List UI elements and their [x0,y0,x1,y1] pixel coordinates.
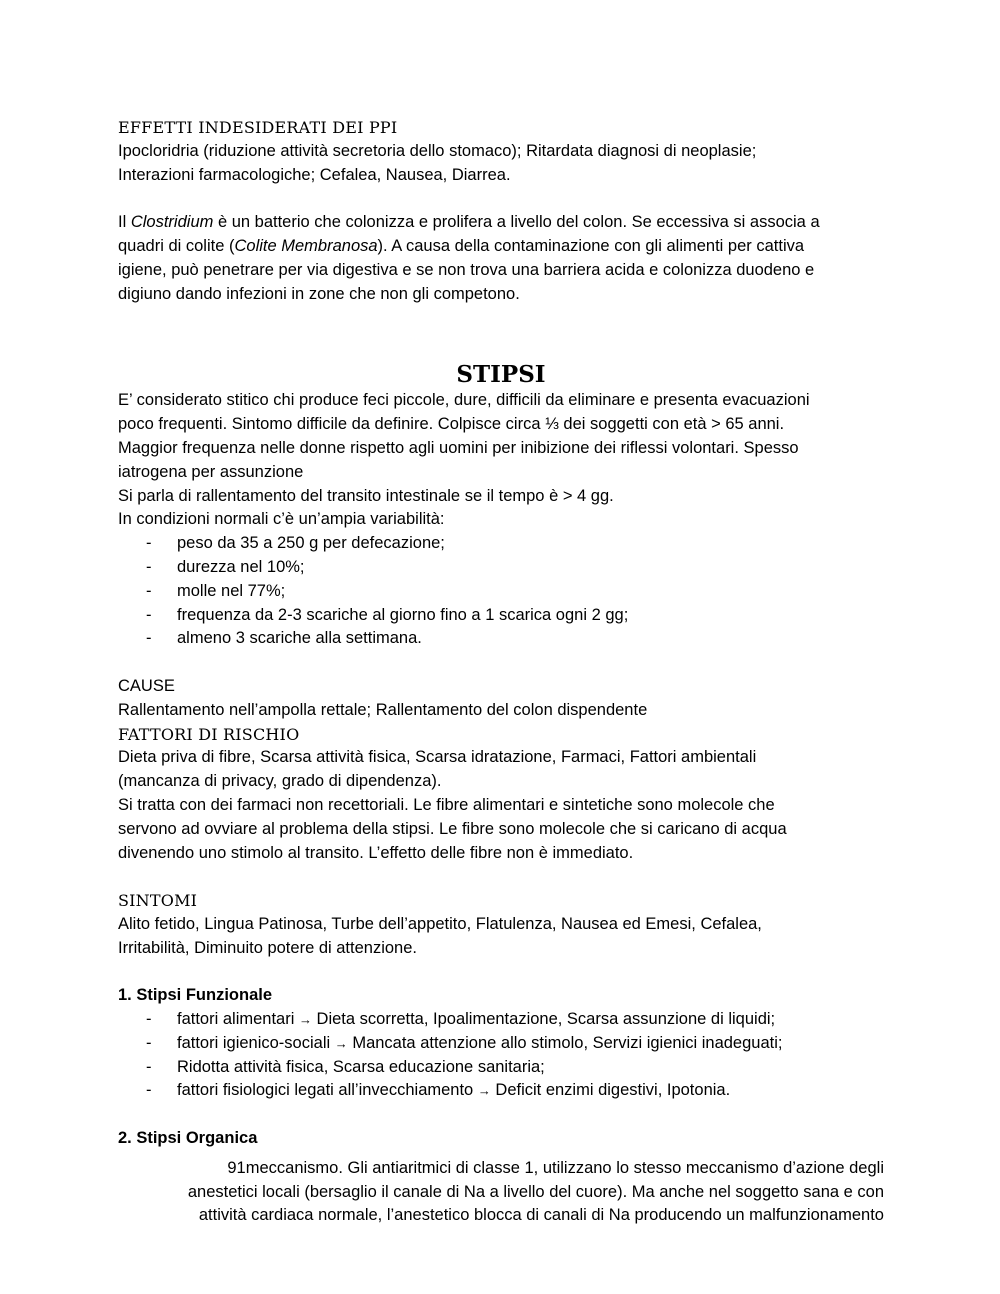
ppi-line-2: Interazioni farmacologiche; Cefalea, Nausea, Diarrea. [118,165,511,184]
fattori-line-3: Si tratta con dei farmaci non recettoriali. Le fibre alimentari e sintetiche sono molecole che [118,795,775,814]
list-item: - peso da 35 a 250 g per defecazione; [146,534,445,553]
stipsi-line-1: E’ considerato stitico chi produce feci piccole, dure, difficili da eliminare e presenta evacuazioni [118,391,810,410]
sintomi-line-1: Alito fetido, Lingua Patinosa, Turbe dell’appetito, Flatulenza, Nausea ed Emesi, Cefalea, [118,914,762,933]
organica-heading: 2. Stipsi Organica [118,1129,258,1148]
cause-text: Rallentamento nell’ampolla rettale; Rallentamento del colon dispendente [118,700,648,719]
fattori-line-1: Dieta priva di fibre, Scarsa attività fisica, Scarsa idratazione, Farmaci, Fattori ambientali [118,748,757,767]
list-item: - fattori fisiologici legati all’invecchiamento → Deficit enzimi digestivi, Ipotonia. [146,1081,731,1100]
list-item: - durezza nel 10%; [146,557,305,576]
ppi-heading: EFFETTI INDESIDERATI DEI PPI [118,118,398,137]
fattori-line-5: divenendo uno stimolo al transito. L’effetto delle fibre non è immediato. [118,843,634,862]
list-item: - almeno 3 scariche alla settimana. [146,629,422,648]
variability-list [118,532,884,651]
sintomi-heading: SINTOMI [118,891,198,911]
funzionale-list [118,1008,884,1103]
list-item: - molle nel 77%; [146,581,286,600]
organica-line-1: 91meccanismo. Gli antiaritmici di classe 1, utilizzano lo stesso meccanismo d’azione degli [227,1158,884,1177]
list-item: - frequenza da 2-3 scariche al giorno fino a 1 scarica ogni 2 gg; [146,605,629,624]
sintomi-line-2: Irritabilità, Diminuito potere di attenzione. [118,938,417,957]
cause-heading: CAUSE [118,676,175,695]
document-page [118,116,884,1228]
list-item: - fattori igienico-sociali → Mancata attenzione allo stimolo, Servizi igienici inadeguati; [146,1033,783,1052]
clostridium-line-1: Il Clostridium è un batterio che colonizza e prolifera a livello del colon. Se eccessiva si associa a [118,213,820,232]
organica-line-3: attività cardiaca normale, l’anestetico blocca di canali di Na producendo un malfunzionamento [198,1206,884,1225]
stipsi-line-5: Si parla di rallentamento del transito intestinale se il tempo è > 4 gg. [118,486,614,505]
fattori-heading: FATTORI DI RISCHIO [118,724,300,744]
stipsi-line-3: Maggior frequenza nelle donne rispetto agli uomini per inibizione dei riflessi volontari. Spesso [118,438,799,457]
stipsi-line-6: In condizioni normali c’è un’ampia variabilità: [118,510,445,529]
arrow-right-icon: → [298,1012,312,1028]
fattori-line-4: servono ad ovviare al problema della stipsi. Le fibre sono molecole che si caricano di acqua [118,819,787,838]
organica-paragraph [118,1157,884,1228]
clostridium-line-2: quadri di colite (Colite Membranosa). A causa della contaminazione con gli alimenti per cattiva [118,236,805,255]
funzionale-heading: 1. Stipsi Funzionale [118,986,273,1005]
stipsi-line-2: poco frequenti. Sintomo difficile da definire. Colpisce circa ⅓ dei soggetti con età > 65 anni. [118,415,785,434]
arrow-right-icon: → [334,1035,348,1051]
ppi-line-1: Ipocloridria (riduzione attività secretoria dello stomaco); Ritardata diagnosi di neoplasie; [118,141,757,160]
stipsi-title: STIPSI [456,361,546,389]
list-item: - fattori alimentari → Dieta scorretta, Ipoalimentazione, Scarsa assunzione di liquidi; [146,1010,776,1029]
arrow-right-icon: → [477,1083,491,1099]
clostridium-line-4: digiuno dando infezioni in zone che non gli competono. [118,284,520,303]
fattori-line-2: (mancanza di privacy, grado di dipendenza). [118,772,442,791]
stipsi-line-4: iatrogena per assunzione [118,462,304,481]
organica-line-2: anestetici locali (bersaglio il canale di Na a livello del cuore). Ma anche nel soggetto sana e con [187,1182,884,1201]
list-item: - Ridotta attività fisica, Scarsa educazione sanitaria; [146,1057,545,1076]
clostridium-line-3: igiene, può penetrare per via digestiva e se non trova una barriera acida e colonizza duodeno e [118,260,815,279]
